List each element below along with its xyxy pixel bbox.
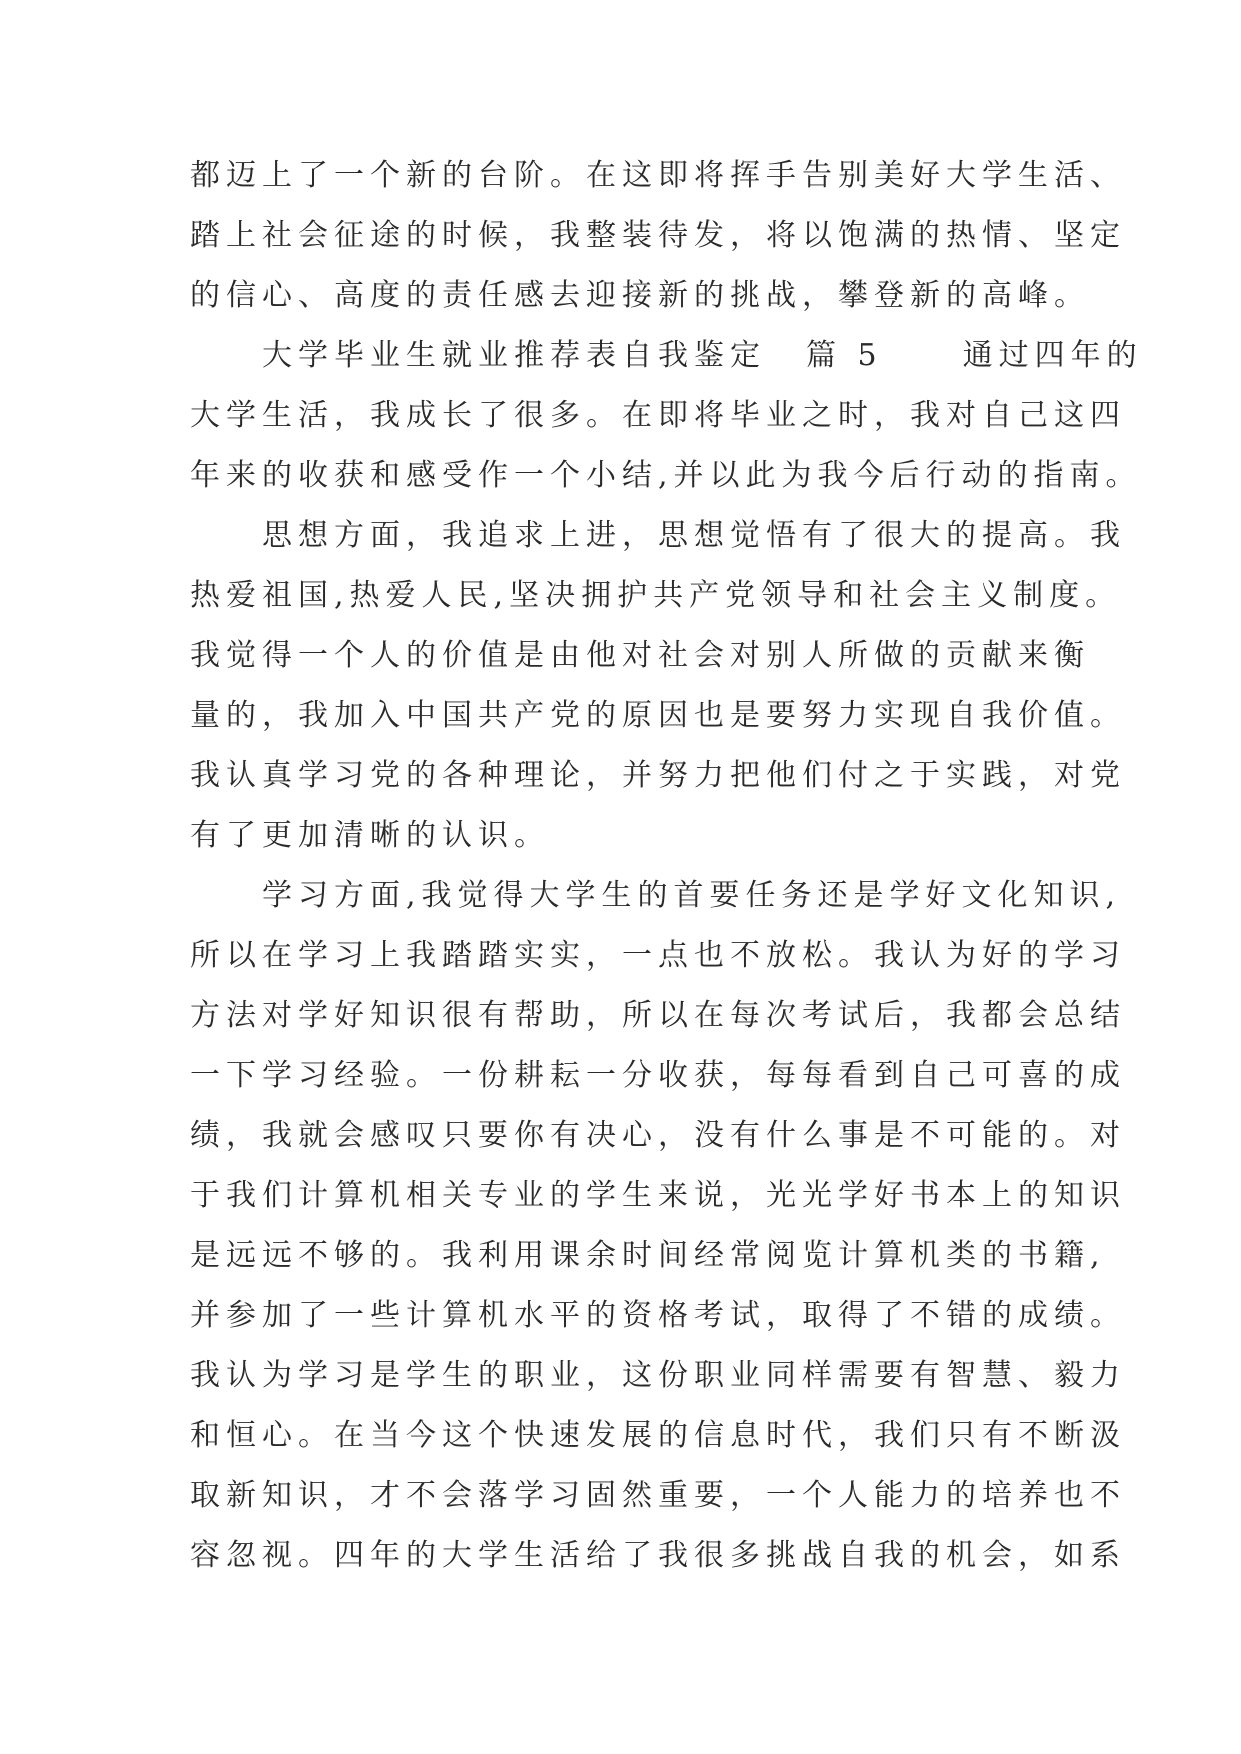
text-line: 学习方面,我觉得大学生的首要任务还是学好文化知识, [190,878,1122,913]
section-continuation: 通过四年的 [962,338,1143,373]
text-line: 所以在学习上我踏踏实实，一点也不放松。我认为好的学习 [190,938,1126,973]
text-line: 是远远不够的。我利用课余时间经常阅览计算机类的书籍, [190,1238,1106,1273]
text-line: 我觉得一个人的价值是由他对社会对别人所做的贡献来衡 [190,638,1090,673]
text-line: 绩，我就会感叹只要你有决心，没有什么事是不可能的。对 [190,1118,1126,1153]
text-line: 于我们计算机相关专业的学生来说，光光学好书本上的知识 [190,1178,1126,1213]
text-line: 和恒心。在当今这个快速发展的信息时代，我们只有不断汲 [190,1418,1126,1453]
text-line: 热爱祖国,热爱人民,坚决拥护共产党领导和社会主义制度。 [190,578,1122,613]
text-line: 我认真学习党的各种理论，并努力把他们付之于实践，对党 [190,758,1126,793]
text-line: 思想方面，我追求上进，思想觉悟有了很大的提高。我 [190,518,1126,553]
text-line: 年来的收获和感受作一个小结,并以此为我今后行动的指南。 [190,458,1142,493]
body-text [190,146,1143,1586]
text-line: 容忽视。四年的大学生活给了我很多挑战自我的机会，如系 [190,1538,1126,1573]
text-line: 取新知识，才不会落学习固然重要，一个人能力的培养也不 [190,1478,1126,1513]
section-title: 大学毕业生就业推荐表自我鉴定 [262,338,766,373]
text-line: 大学生活，我成长了很多。在即将毕业之时，我对自己这四 [190,398,1126,433]
text-line: 量的，我加入中国共产党的原因也是要努力实现自我价值。 [190,698,1126,733]
text-line: 一下学习经验。一份耕耘一分收获，每每看到自己可喜的成 [190,1058,1126,1093]
text-line: 我认为学习是学生的职业，这份职业同样需要有智慧、毅力 [190,1358,1126,1393]
text-line: 的信心、高度的责任感去迎接新的挑战，攀登新的高峰。 [190,278,1090,313]
section-number: 篇 5 [806,338,883,373]
text-line: 踏上社会征途的时候，我整装待发，将以饱满的热情、坚定 [190,218,1126,253]
text-line: 并参加了一些计算机水平的资格考试，取得了不错的成绩。 [190,1298,1126,1333]
text-line: 有了更加清晰的认识。 [190,818,550,853]
heading-indent [190,338,262,373]
section-heading-line [190,326,1143,386]
text-line: 都迈上了一个新的台阶。在这即将挥手告别美好大学生活、 [190,158,1126,193]
text-line: 方法对学好知识很有帮助，所以在每次考试后，我都会总结 [190,998,1126,1033]
